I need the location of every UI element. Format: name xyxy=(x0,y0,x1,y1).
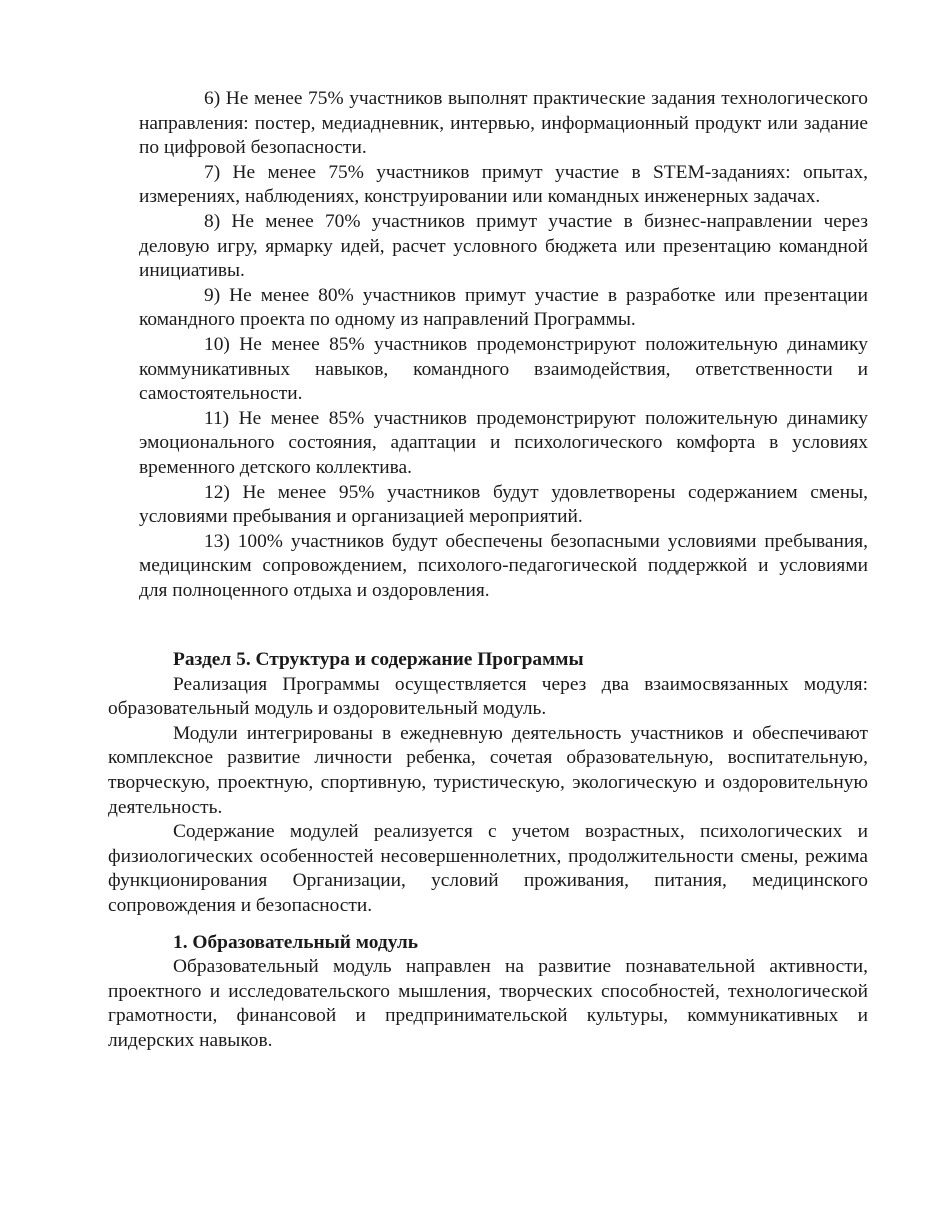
list-item: 11) Не менее 85% участников продемонстрируют положительную динамику эмоционального состояния, адаптации и психологического комфорта в условиях временного детского коллектива. xyxy=(139,407,868,478)
section-5-paragraph: Модули интегрированы в ежедневную деятельность участников и обеспечивают комплексное развитие личности ребенка, сочетая образовательную, воспитательную, творческую, проектную, спортивную, туристическую, экологическую и оздоровительную деятельность. xyxy=(108,722,868,818)
section-5-paragraph: Содержание модулей реализуется с учетом возрастных, психологических и физиологических особенностей несовершеннолетних, продолжительности смены, режима функционирования Организации, условий проживания, питания, медицинского сопровождения и безопасности. xyxy=(108,821,868,916)
section-5 xyxy=(108,648,868,1054)
section-5-paragraph: Реализация Программы осуществляется через два взаимосвязанных модуля: образовательный модуль и оздоровительный модуль. xyxy=(108,673,868,720)
module-1-heading: 1. Образовательный модуль xyxy=(173,931,419,953)
module-1-paragraph: Образовательный модуль направлен на развитие познавательной активности, проектного и исследовательского мышления, творческих способностей, технологической грамотности, финансовой и предпринимательской культуры, коммуникативных и лидерских навыков. xyxy=(108,956,868,1051)
section-5-heading: Раздел 5. Структура и содержание Программы xyxy=(173,649,584,670)
list-item: 12) Не менее 95% участников будут удовлетворены содержанием смены, условиями пребывания и организацией мероприятий. xyxy=(139,481,868,528)
list-item: 13) 100% участников будут обеспечены безопасными условиями пребывания, медицинским сопровождением, психолого-педагогической поддержкой и условиями для полноценного отдыха и оздоровления. xyxy=(139,530,868,601)
list-item: 6) Не менее 75% участников выполнят практические задания технологического направления: постер, медиадневник, интервью, информационный продукт или задание по цифровой безопасности. xyxy=(139,88,868,159)
list-item: 7) Не менее 75% участников примут участие в STEM-заданиях: опытах, измерениях, наблюдениях, конструировании или командных инженерных задачах. xyxy=(139,161,868,208)
list-item: 8) Не менее 70% участников примут участие в бизнес-направлении через деловую игру, ярмарку идей, расчет условного бюджета или презентацию командной инициативы. xyxy=(139,210,868,282)
expected-results-list xyxy=(139,87,868,603)
list-item: 9) Не менее 80% участников примут участие в разработке или презентации командного проекта по одному из направлений Программы. xyxy=(139,284,868,331)
list-item: 10) Не менее 85% участников продемонстрируют положительную динамику коммуникативных навыков, командного взаимодействия, ответственности и самостоятельности. xyxy=(139,333,868,405)
